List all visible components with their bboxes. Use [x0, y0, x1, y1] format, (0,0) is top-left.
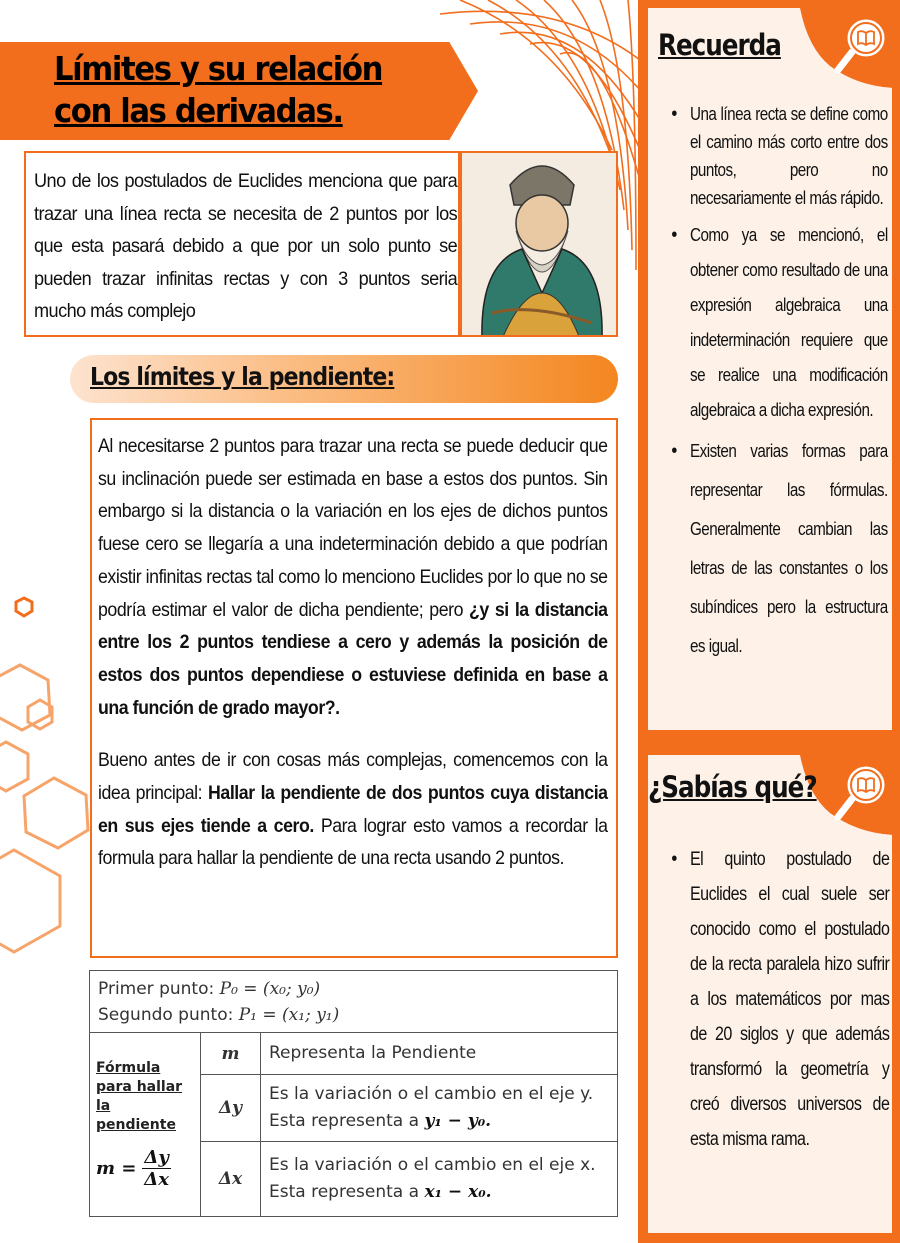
symbol-delta-y: Δy: [201, 1075, 261, 1142]
point0-formula: P₀ = (x₀; y₀): [219, 978, 321, 999]
euclid-portrait: [460, 151, 618, 337]
sabias-item: • El quinto postulado de Euclides el cual suele ser conocido como el postulado de la recta paralela hizo sufrir a los matemáticos por mas de 20 siglos y que además transformó la geometría y creó diversos universos de esta misma rama.: [668, 842, 889, 1157]
paragraph-2: [98, 744, 608, 875]
recuerda-item: • Existen varias formas para representar las fórmulas. Generalmente cambian las letras de las constantes o los subíndices pero la estructura es igual.: [668, 432, 888, 666]
formula-denominator: Δx: [144, 1169, 169, 1190]
desc-delta-x-line1: Es la variación o el cambio en el eje x.: [269, 1155, 596, 1175]
recuerda-list: [668, 100, 888, 666]
desc-delta-x-prefix: Esta representa a: [269, 1182, 420, 1202]
book-magnifier-icon: [800, 8, 900, 88]
section-title: Los límites y la pendiente:: [90, 362, 395, 391]
desc-m: Representa la Pendiente: [261, 1033, 618, 1075]
intro-text: Uno de los postulados de Euclides menciona que para trazar una línea recta se necesita de 2 puntos por los que esta pasará debido a que por un solo punto se pueden trazar infinitas rectas y con 3 puntos seria mucho más complejo: [34, 170, 458, 323]
desc-delta-x-expr: x₁ − x₀.: [424, 1182, 492, 1202]
formula-label: Fórmula para hallar la pendiente: [96, 1060, 183, 1133]
paragraph-2-bold: Hallar la pendiente de dos puntos cuya distancia en sus ejes tiende a cero.: [98, 782, 608, 837]
formula-cell: [90, 1033, 201, 1217]
main-explanation-box: [90, 418, 618, 958]
slope-formula-table: [89, 970, 618, 1217]
desc-delta-x: [261, 1142, 618, 1217]
recuerda-item: • Una línea recta se define como el camino más corto entre dos puntos, pero no necesariamente el más rápido.: [668, 100, 888, 212]
page-title: Límites y su relación con las derivadas.: [54, 49, 383, 130]
desc-delta-y-prefix: Esta representa a: [269, 1111, 420, 1131]
paragraph-2-text-end: Para lograr esto vamos a recordar la formula para hallar la pendiente de una recta usando 2 puntos.: [98, 814, 608, 870]
desc-delta-y: [261, 1075, 618, 1142]
sabias-list: [668, 842, 889, 1157]
paragraph-2-text: Bueno antes de ir con cosas más complejas, comencemos con la idea principal:: [98, 749, 608, 805]
desc-delta-y-line1: Es la variación o el cambio en el eje y.: [269, 1084, 594, 1104]
paragraph-1-text: Al necesitarse 2 puntos para trazar una recta se puede deducir que su inclinación puede ser estimada en base a estos dos puntos. Sin embargo si la distancia o la variación en los ejes de dichos puntos fuese cero se llegaría a una indeterminación debido a que podrían existir infinitas rectas tal como lo menciono Euclides por lo que no se podría estimar el valor de dicha pendiente; pero: [98, 435, 608, 621]
recuerda-item: • Como ya se mencionó, el obtener como resultado de una expresión algebraica una indeterminación requiere que se realice una modificación algebraica a dicha expresión.: [668, 218, 888, 428]
point1-label: Segundo punto:: [98, 1004, 234, 1025]
paragraph-1-bold: ¿y si la distancia entre los 2 puntos tendiese a cero y además la posición de estos dos puntos dependiese o estuviese definida en base a una función de grado mayor?.: [98, 598, 608, 719]
paragraph-1: [98, 430, 608, 724]
point1-formula: P₁ = (x₁; y₁): [238, 1004, 340, 1025]
point0-label: Primer punto:: [98, 978, 215, 999]
formula-lhs: m =: [96, 1158, 137, 1179]
desc-delta-y-expr: y₁ − y₀.: [424, 1111, 492, 1131]
sabias-title: ¿Sabías qué?: [648, 770, 817, 804]
recuerda-title: Recuerda: [658, 28, 781, 62]
points-header: [90, 971, 618, 1033]
symbol-m: m: [201, 1033, 261, 1075]
intro-box: [24, 151, 460, 337]
formula-numerator: Δy: [144, 1147, 169, 1168]
symbol-delta-x: Δx: [201, 1142, 261, 1217]
